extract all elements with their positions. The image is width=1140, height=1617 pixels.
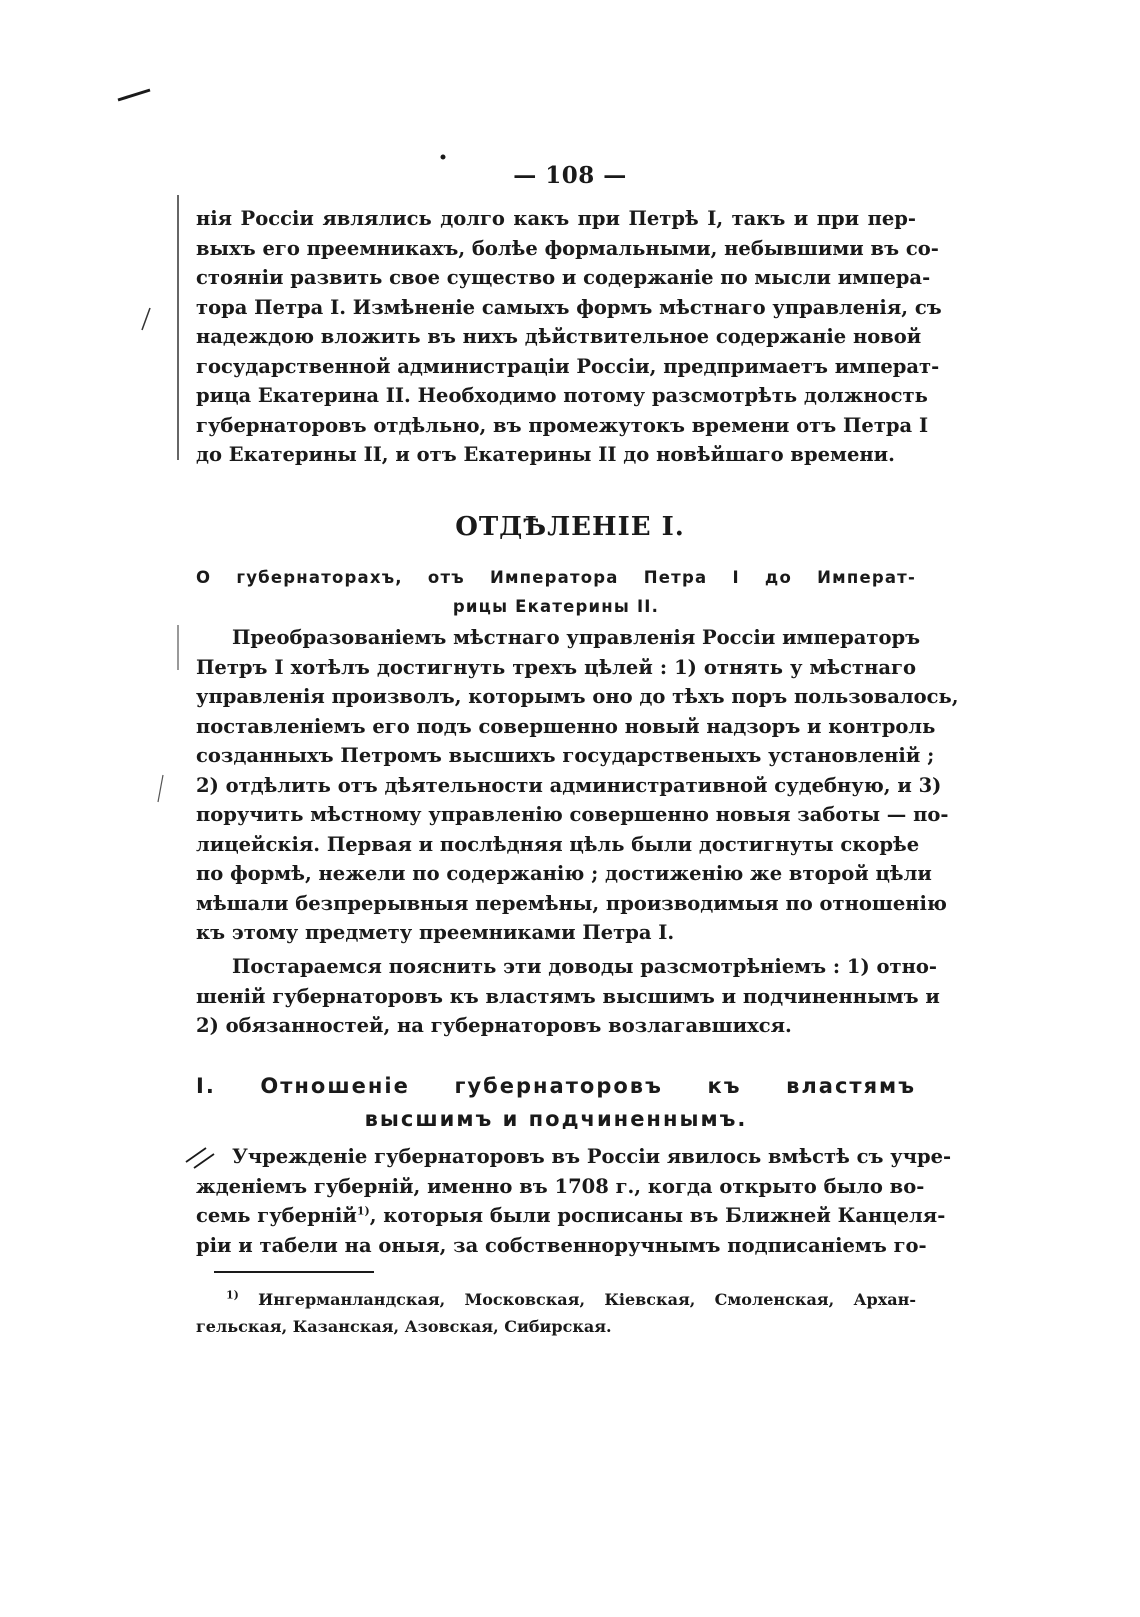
text-fragment: семь губерній — [196, 1204, 357, 1227]
footnote — [196, 1286, 916, 1340]
text-line: жденіемъ губерній, именно въ 1708 г., когда открыто было во- — [196, 1174, 925, 1198]
text-line: Преобразованіемъ мѣстнаго управленія Россіи императоръ — [232, 626, 921, 649]
footnote-text: Ингерманландская, Московская, Кіевская, Смоленская, Архан- — [258, 1290, 916, 1309]
text-fragment: , которыя были росписаны въ Ближней Канцеля- — [369, 1204, 946, 1227]
text-line: рица Екатерина II. Необходимо потому разсмотрѣть должность — [196, 384, 928, 407]
part-heading — [196, 1070, 916, 1136]
text-line: поставленіемъ его подъ совершенно новый надзоръ и контроль — [196, 714, 936, 738]
text-line: по формѣ, нежели по содержанію ; достиженію же второй цѣли — [196, 862, 932, 885]
text-line: стояніи развить свое существо и содержаніе по мысли импера- — [196, 266, 931, 289]
text-line: Постараемся пояснить эти доводы разсмотрѣніемъ : 1) отно- — [232, 955, 937, 978]
footnote-marker: 1) — [226, 1288, 239, 1302]
section-subheading — [196, 563, 916, 621]
text-line: до Екатерины II, и отъ Екатерины II до новѣйшаго времени. — [196, 443, 895, 466]
footnote-reference: 1) — [356, 1204, 370, 1218]
text-line: тора Петра I. Измѣненіе самыхъ формъ мѣстнаго управленія, съ — [196, 295, 942, 319]
text-line: къ этому предмету преемниками Петра I. — [196, 921, 675, 944]
subheading-line: О губернаторахъ, отъ Императора Петра I до Императ- — [196, 568, 916, 587]
text-line: 2) обязанностей, на губернаторовъ возлагавшихся. — [196, 1014, 792, 1037]
ink-dot — [441, 155, 446, 160]
text-line: мѣшали безпрерывныя перемѣны, производимыя по отношенію — [196, 891, 947, 915]
section-heading: ОТДѢЛЕНІЕ I. — [455, 512, 685, 542]
text-line: ріи и табели на оныя, за собственноручнымъ подписаніемъ го- — [196, 1233, 927, 1257]
top-left-dash-mark — [118, 90, 150, 100]
text-line: 2) отдѣлить отъ дѣятельности административной судебную, и 3) — [196, 773, 942, 797]
text-line: поручить мѣстному управленію совершенно новыя заботы — по- — [196, 803, 949, 826]
text-line: управленія произволъ, которымъ оно до тѣхъ поръ пользовалось, — [196, 685, 959, 708]
text-line: надеждою вложить въ нихъ дѣйствительное содержаніе новой — [196, 325, 922, 348]
footnote-divider — [214, 1271, 374, 1273]
text-line: выхъ его преемникахъ, болѣе формальными, небывшими въ со- — [196, 236, 939, 260]
text-line: Учрежденіе губернаторовъ въ Россіи явилось вмѣстѣ съ учре- — [232, 1145, 952, 1168]
paragraph-1 — [196, 623, 959, 948]
footnote-line — [196, 1286, 916, 1313]
footnote-line: гельская, Казанская, Азовская, Сибирская. — [196, 1317, 612, 1336]
margin-slash-mark-2 — [158, 775, 163, 802]
text-line: губернаторовъ отдѣльно, въ промежутокъ времени отъ Петра I — [196, 413, 929, 437]
paragraph-2 — [196, 952, 940, 1041]
text-line-with-footnote-ref — [196, 1201, 946, 1231]
subheading-line: рицы Екатерины II. — [452, 597, 660, 616]
text-line: созданныхъ Петромъ высшихъ государственыхъ установленій ; — [196, 744, 935, 767]
text-line: шеній губернаторовъ къ властямъ высшимъ и подчиненнымъ и — [196, 984, 940, 1008]
page-number: — 108 — — [513, 162, 627, 189]
intro-paragraph — [196, 204, 942, 470]
text-line: Петръ I хотѣлъ достигнуть трехъ цѣлей : 1) отнять у мѣстнаго — [196, 655, 916, 679]
text-line: государственной администраціи Россіи, предпримаетъ императ- — [196, 354, 940, 378]
part-heading-line: I. Отношеніе губернаторовъ къ властямъ — [196, 1074, 916, 1098]
part-heading-line: высшимъ и подчиненнымъ. — [364, 1107, 748, 1131]
text-line: лицейскія. Первая и послѣдняя цѣль были достигнуты скорѣе — [196, 832, 920, 856]
paragraph-3 — [196, 1142, 952, 1260]
margin-slash-mark-1 — [142, 308, 150, 330]
text-line: нія Россіи являлись долго какъ при Петрѣ I, такъ и при пер- — [196, 207, 916, 230]
